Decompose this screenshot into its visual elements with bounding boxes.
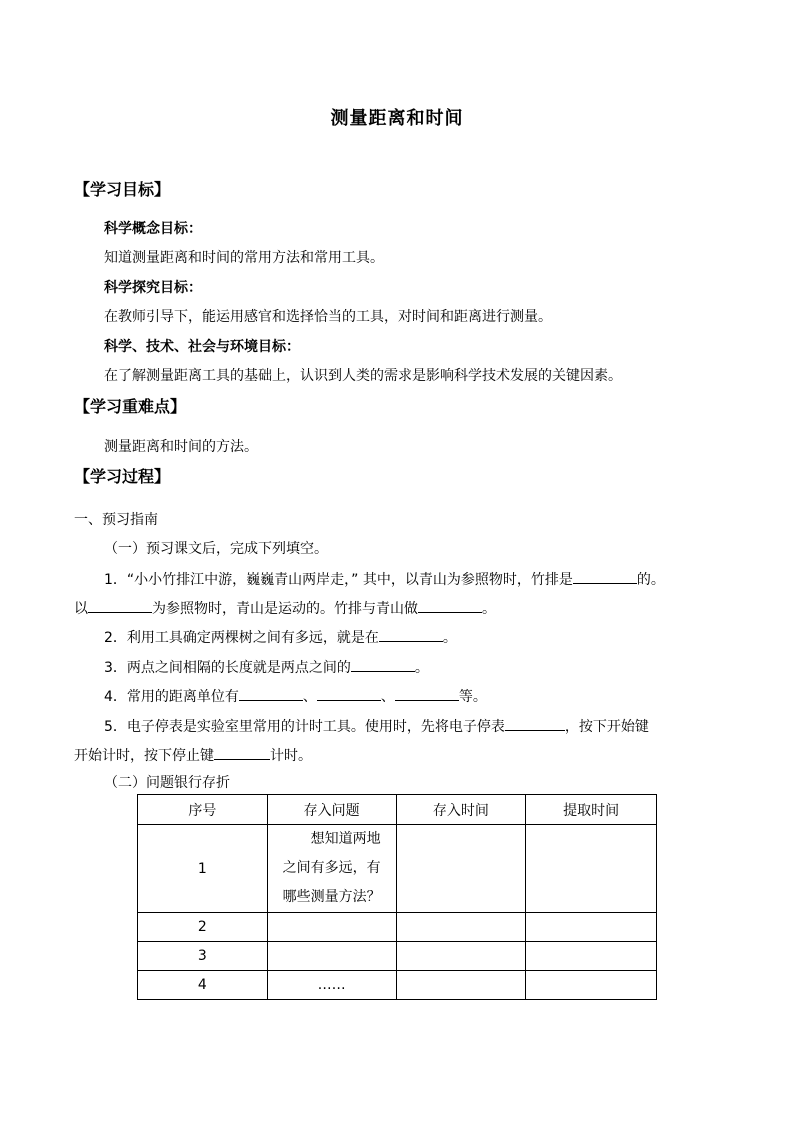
blank-q3[interactable] bbox=[351, 656, 415, 672]
question-cell[interactable] bbox=[267, 913, 396, 942]
withdraw-time-cell[interactable] bbox=[526, 913, 657, 942]
objective-label-stse: 科学、技术、社会与环境目标： bbox=[104, 339, 300, 355]
table-row bbox=[138, 913, 657, 942]
objective-label-concept: 科学概念目标： bbox=[104, 221, 202, 237]
keypoints-heading: 【学习重难点】 bbox=[74, 397, 187, 416]
col-header-question: 存入问题 bbox=[267, 795, 396, 825]
withdraw-time-cell[interactable] bbox=[526, 942, 657, 971]
question-1-continued: 以 为参照物时，青山是运动的。竹排与青山做 。 bbox=[74, 597, 496, 619]
table-row bbox=[138, 825, 657, 913]
withdraw-time-cell[interactable] bbox=[526, 825, 657, 913]
objective-text-stse: 在了解测量距离工具的基础上，认识到人类的需求是影响科学技术发展的关键因素。 bbox=[104, 368, 622, 384]
question-2: 2．利用工具确定两棵树之间有多远，就是在 。 bbox=[104, 626, 457, 648]
row-number: 4 bbox=[138, 971, 268, 1000]
col-header-no: 序号 bbox=[138, 795, 268, 825]
objective-text-concept: 知道测量距离和时间的常用方法和常用工具。 bbox=[104, 250, 384, 266]
keypoints-text: 测量距离和时间的方法。 bbox=[104, 439, 258, 455]
question-5-continued: 开始计时，按下停止键 计时。 bbox=[74, 744, 312, 766]
question-bank-table bbox=[137, 794, 657, 1000]
process-heading: 【学习过程】 bbox=[74, 467, 171, 486]
preview-guide-heading: 一、预习指南 bbox=[74, 512, 158, 528]
blank-q4-3[interactable] bbox=[395, 685, 459, 701]
deposit-time-cell[interactable] bbox=[396, 825, 526, 913]
col-header-deposit-time: 存入时间 bbox=[396, 795, 526, 825]
blank-q5-1[interactable] bbox=[505, 715, 565, 731]
blank-q2[interactable] bbox=[379, 626, 443, 642]
blank-q1-3[interactable] bbox=[418, 597, 482, 613]
table-row bbox=[138, 942, 657, 971]
question-bank-heading: （二）问题银行存折 bbox=[104, 775, 230, 791]
objectives-heading: 【学习目标】 bbox=[74, 180, 171, 199]
blank-q5-2[interactable] bbox=[214, 744, 270, 760]
objective-label-inquiry: 科学探究目标： bbox=[104, 280, 202, 296]
page-title: 测量距离和时间 bbox=[330, 108, 464, 129]
blank-q4-2[interactable] bbox=[317, 685, 381, 701]
withdraw-time-cell[interactable] bbox=[526, 971, 657, 1000]
blank-q1-2[interactable] bbox=[88, 597, 152, 613]
table-row bbox=[138, 971, 657, 1000]
question-cell[interactable]: 想知道两地 之间有多远，有 哪些测量方法？ bbox=[267, 825, 396, 913]
row-number: 2 bbox=[138, 913, 268, 942]
table-header-row bbox=[138, 795, 657, 825]
row-number: 3 bbox=[138, 942, 268, 971]
objective-text-inquiry: 在教师引导下，能运用感官和选择恰当的工具，对时间和距离进行测量。 bbox=[104, 309, 552, 325]
question-cell[interactable] bbox=[267, 942, 396, 971]
deposit-time-cell[interactable] bbox=[396, 913, 526, 942]
preview-subheading: （一）预习课文后，完成下列填空。 bbox=[104, 541, 328, 557]
question-cell[interactable]: …… bbox=[267, 971, 396, 1000]
blank-q4-1[interactable] bbox=[239, 685, 303, 701]
question-4: 4．常用的距离单位有 、 、 等。 bbox=[104, 685, 487, 707]
row-number: 1 bbox=[138, 825, 268, 913]
blank-q1-1[interactable] bbox=[573, 568, 637, 584]
col-header-withdraw-time: 提取时间 bbox=[526, 795, 657, 825]
question-1: 1．“小小竹排江中游，巍巍青山两岸走，” 其中，以青山为参照物时，竹排是 的。 bbox=[104, 568, 665, 590]
question-5: 5．电子停表是实验室里常用的计时工具。使用时，先将电子停表 ，按下开始键 bbox=[104, 715, 649, 737]
question-3: 3．两点之间相隔的长度就是两点之间的 。 bbox=[104, 656, 429, 678]
deposit-time-cell[interactable] bbox=[396, 971, 526, 1000]
deposit-time-cell[interactable] bbox=[396, 942, 526, 971]
